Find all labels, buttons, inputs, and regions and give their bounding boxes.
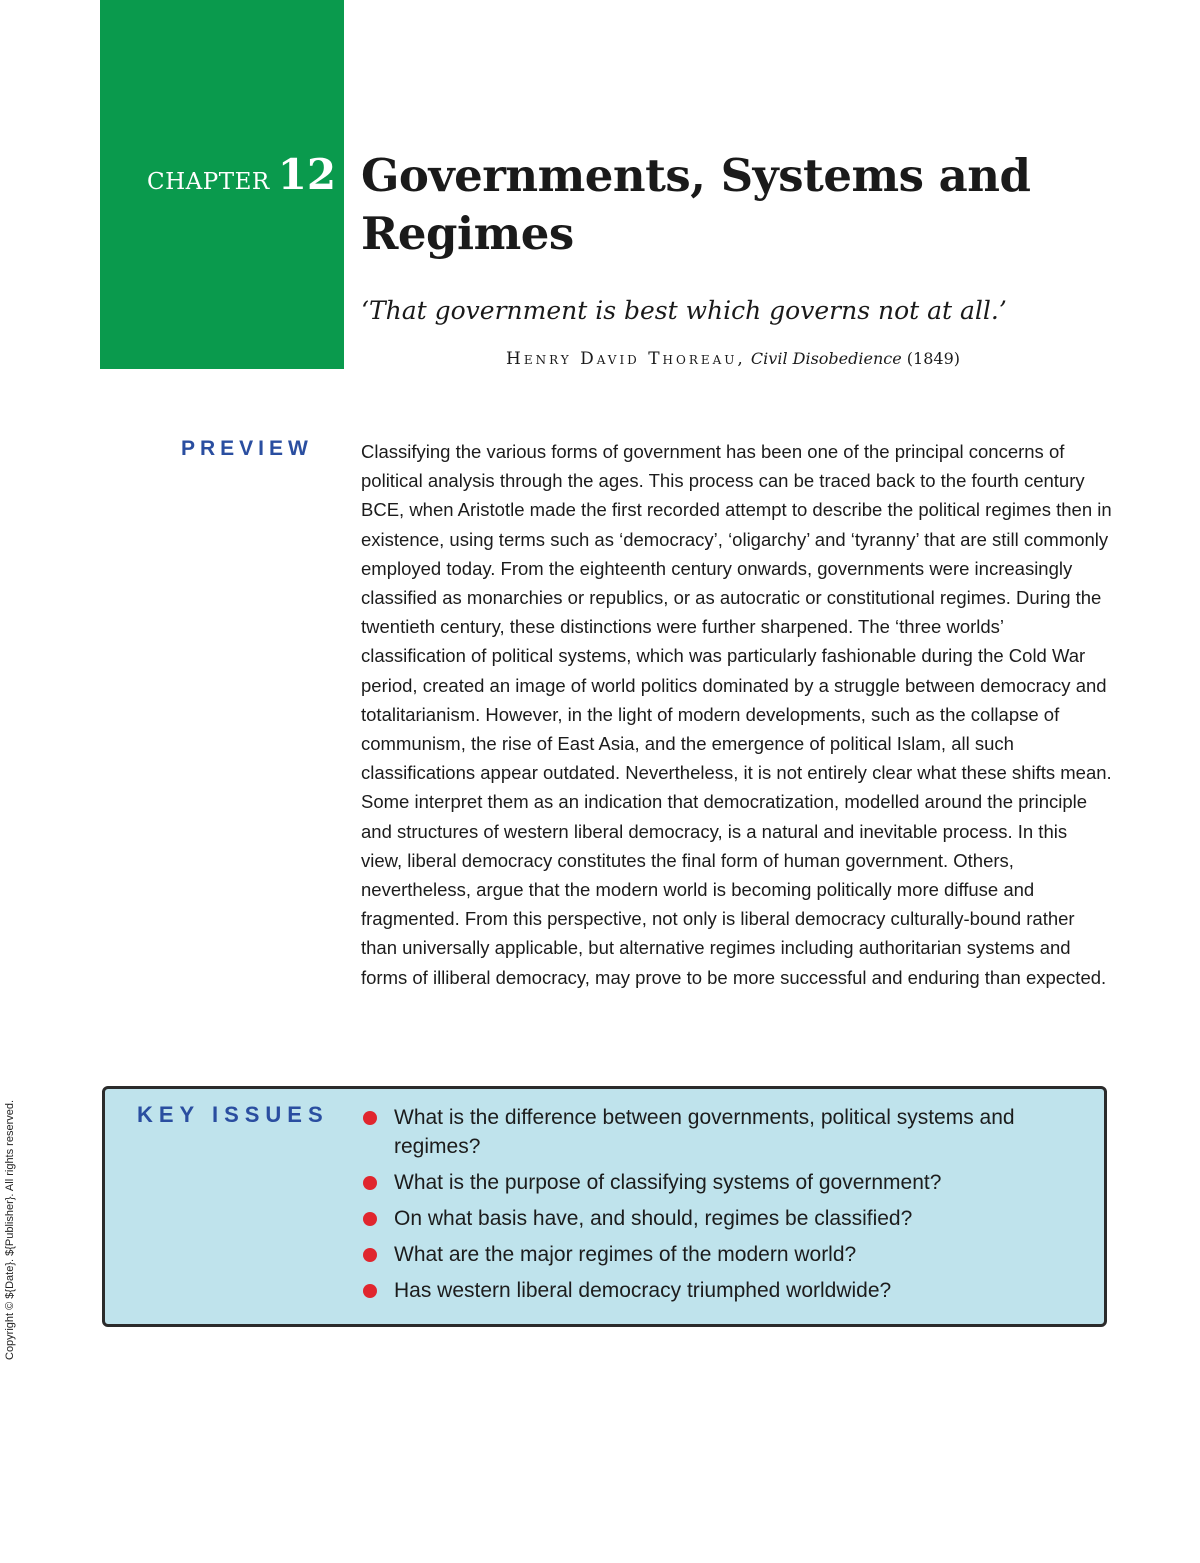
key-issue-item — [362, 1204, 1062, 1233]
bullet-dot-icon — [363, 1248, 377, 1262]
epigraph-attribution — [360, 349, 960, 369]
epigraph-quote: ‘That government is best which governs not at all.’ — [361, 296, 1007, 325]
bullet-dot-icon — [363, 1176, 377, 1190]
key-issue-text: What is the difference between governments, political systems and regimes? — [394, 1106, 1015, 1158]
preview-text: Classifying the various forms of government has been one of the principal concerns of political analysis through the ages. This process can be traced back to the fourth century BCE, when Aristotle made the first recorded attempt to describe the political regimes then in existence, using terms such as ‘democracy’, ‘oligarchy’ and ‘tyranny’ that are still commonly employed today. From the eighteenth century onwards, governments were increasingly classified as monarchies or republics, or as autocratic or constitutional regimes. During the twentieth century, these distinctions were further sharpened. The ‘three worlds’ classification of political systems, which was particularly fashionable during the Cold War period, created an image of world politics dominated by a struggle between democracy and totalitarianism. However, in the light of modern developments, such as the collapse of communism, the rise of East Asia, and the emergence of political Islam, all such classifications appear outdated. Nevertheless, it is not entirely clear what these shifts mean. Some interpret them as an indication that democratization, modelled around the principle and structures of western liberal democracy, is a natural and inevitable process. In this view, liberal democracy constitutes the final form of human government. Others, nevertheless, argue that the modern world is becoming politically more diffuse and fragmented. From this perspective, not only is liberal democracy culturally-bound rather than universally applicable, but alternative regimes including authoritarian systems and forms of illiberal democracy, may prove to be more successful and enduring than expected. — [361, 441, 1112, 988]
key-issues-list — [362, 1103, 1062, 1312]
key-issues-label: KEY ISSUES — [137, 1102, 329, 1127]
key-issue-text: Has western liberal democracy triumphed worldwide? — [394, 1279, 892, 1302]
key-issue-item — [362, 1276, 1062, 1305]
epigraph-author: Henry David Thoreau, — [506, 349, 746, 369]
key-issue-item — [362, 1103, 1062, 1161]
chapter-word: CHAPTER — [147, 169, 270, 195]
epigraph-work: Civil Disobedience — [750, 349, 902, 368]
key-issue-text: What are the major regimes of the modern world? — [394, 1243, 857, 1266]
key-issue-text: What is the purpose of classifying systems of government? — [394, 1171, 942, 1194]
chapter-label — [147, 150, 336, 199]
chapter-title: Governments, Systems and Regimes — [361, 149, 1031, 260]
bullet-dot-icon — [363, 1284, 377, 1298]
bullet-dot-icon — [363, 1111, 377, 1125]
key-issue-item — [362, 1168, 1062, 1197]
chapter-number: 12 — [277, 150, 337, 199]
key-issue-text: On what basis have, and should, regimes be classified? — [394, 1207, 913, 1230]
preview-label: PREVIEW — [181, 437, 313, 460]
copyright-notice: Copyright © ${Date}. ${Publisher}. All rights reserved. — [4, 1099, 16, 1360]
key-issue-item — [362, 1240, 1062, 1269]
epigraph-year: (1849) — [906, 349, 960, 368]
bullet-dot-icon — [363, 1212, 377, 1226]
